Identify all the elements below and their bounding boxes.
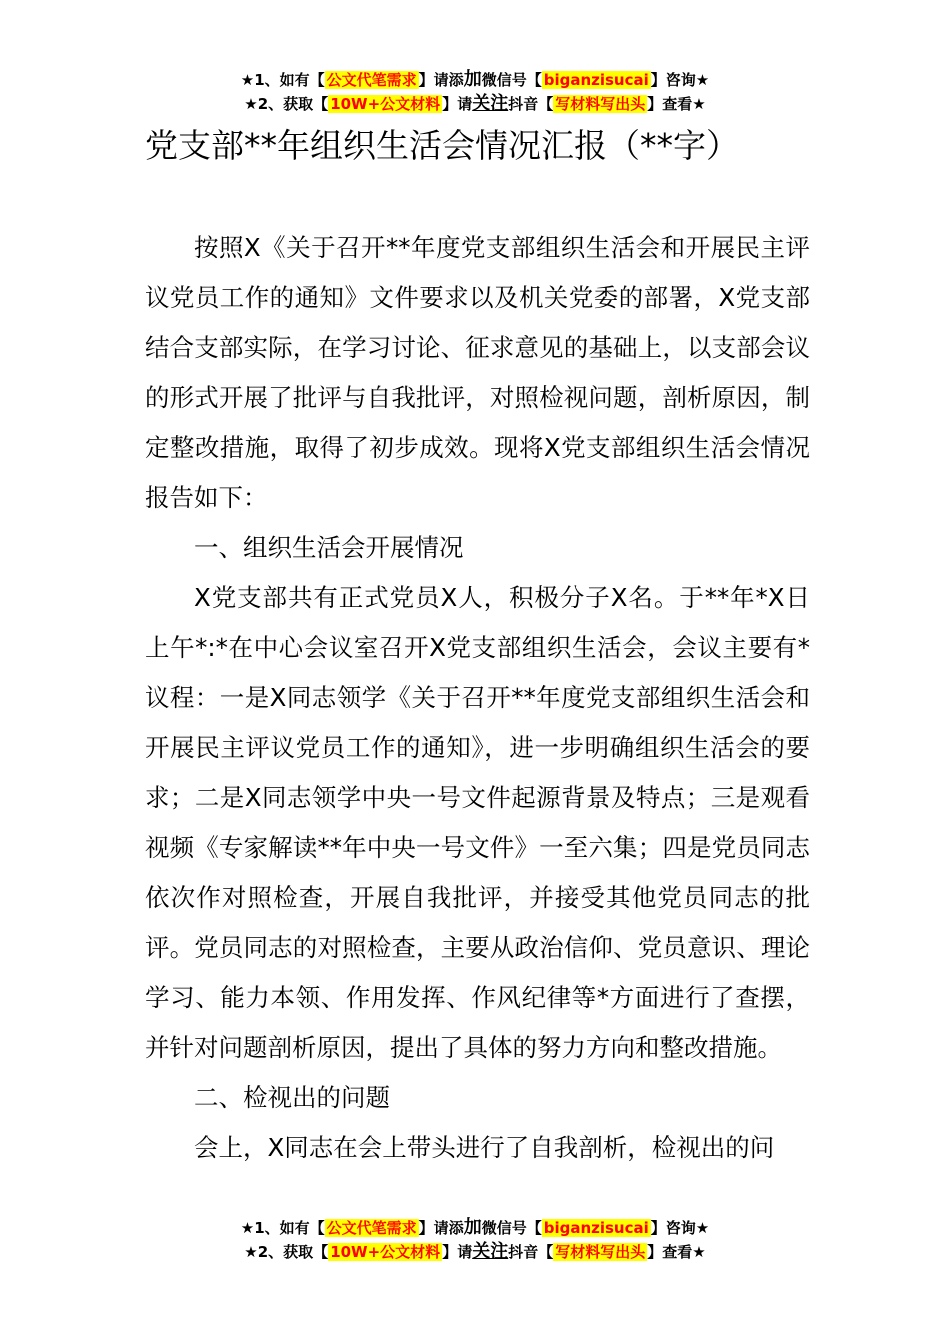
- paragraph-section-2: 会上，X同志在会上带头进行了自我剖析，检视出的问: [194, 1133, 775, 1162]
- promo-text: 】请: [442, 95, 473, 113]
- paragraph-intro: 按照X《关于召开**年度党支部组织生活会和开展民主评议党员工作的通知》文件要求以及机关党委的部署，X党支部结合支部实际，在学习讨论、征求意见的基础上，以支部会议的形式开展了批评与自我批评，对照检视问题，剖析原因，制定整改措施，取得了初步成效。现将X党支部组织生活会情况报告如下：: [145, 233, 810, 512]
- promo-text: 抖音【: [508, 1243, 554, 1261]
- bottom-promo-banner: [0, 1216, 950, 1264]
- promo-line-1: [0, 68, 950, 92]
- promo-emphasis: 关注: [472, 93, 509, 114]
- promo-highlight: 写材料写出头: [555, 95, 646, 113]
- section-heading-1: 一、组织生活会开展情况: [194, 533, 464, 562]
- promo-emphasis: 关注: [472, 1241, 509, 1262]
- document-title: 党支部**年组织生活会情况汇报（**字）: [145, 126, 739, 165]
- promo-line-2: [0, 92, 950, 116]
- promo-highlight: 10W+公文材料: [330, 95, 441, 113]
- promo-text: 微信号【: [481, 1219, 542, 1237]
- promo-highlight: biganzisucai: [543, 71, 649, 89]
- promo-line-2: [0, 1240, 950, 1264]
- promo-highlight: 写材料写出头: [555, 1243, 646, 1261]
- promo-text: 】查看★: [647, 1243, 706, 1261]
- promo-highlight: 公文代笔需求: [326, 1219, 417, 1237]
- promo-text: ★2、获取【: [244, 95, 329, 113]
- promo-text: 抖音【: [508, 95, 554, 113]
- section-heading-2: 二、检视出的问题: [194, 1083, 390, 1112]
- promo-text: 】咨询★: [650, 71, 710, 89]
- promo-text: ★1、如有【: [240, 71, 325, 89]
- promo-emphasis: 加: [463, 69, 482, 90]
- promo-text: 微信号【: [481, 71, 542, 89]
- promo-emphasis: 加: [463, 1217, 482, 1238]
- paragraph-section-1: X党支部共有正式党员X人，积极分子X名。于**年*X日上午*:*在中心会议室召开X党支部组织生活会，会议主要有*议程：一是X同志领学《关于召开**年度党支部组织生活会和开展民主评议党员工作的通知》，进一步明确组织生活会的要求；二是X同志领学中央一号文件起源背景及特点；三是观看视频《专家解读**年中央一号文件》一至六集；四是党员同志依次作对照检查，开展自我批评，并接受其他党员同志的批评。党员同志的对照检查，主要从政治信仰、党员意识、理论学习、能力本领、作用发挥、作风纪律等*方面进行了查摆，并针对问题剖析原因，提出了具体的努力方向和整改措施。: [145, 583, 810, 1062]
- promo-line-1: [0, 1216, 950, 1240]
- promo-text: 】咨询★: [650, 1219, 710, 1237]
- promo-text: ★2、获取【: [244, 1243, 329, 1261]
- document-body: [145, 223, 810, 1173]
- promo-text: ★1、如有【: [240, 1219, 325, 1237]
- promo-highlight: 公文代笔需求: [326, 71, 417, 89]
- promo-highlight: biganzisucai: [543, 1219, 649, 1237]
- top-promo-banner: [0, 68, 950, 116]
- promo-text: 】请添: [418, 1219, 464, 1237]
- promo-text: 】查看★: [647, 95, 706, 113]
- promo-highlight: 10W+公文材料: [330, 1243, 441, 1261]
- promo-text: 】请: [442, 1243, 473, 1261]
- promo-text: 】请添: [418, 71, 464, 89]
